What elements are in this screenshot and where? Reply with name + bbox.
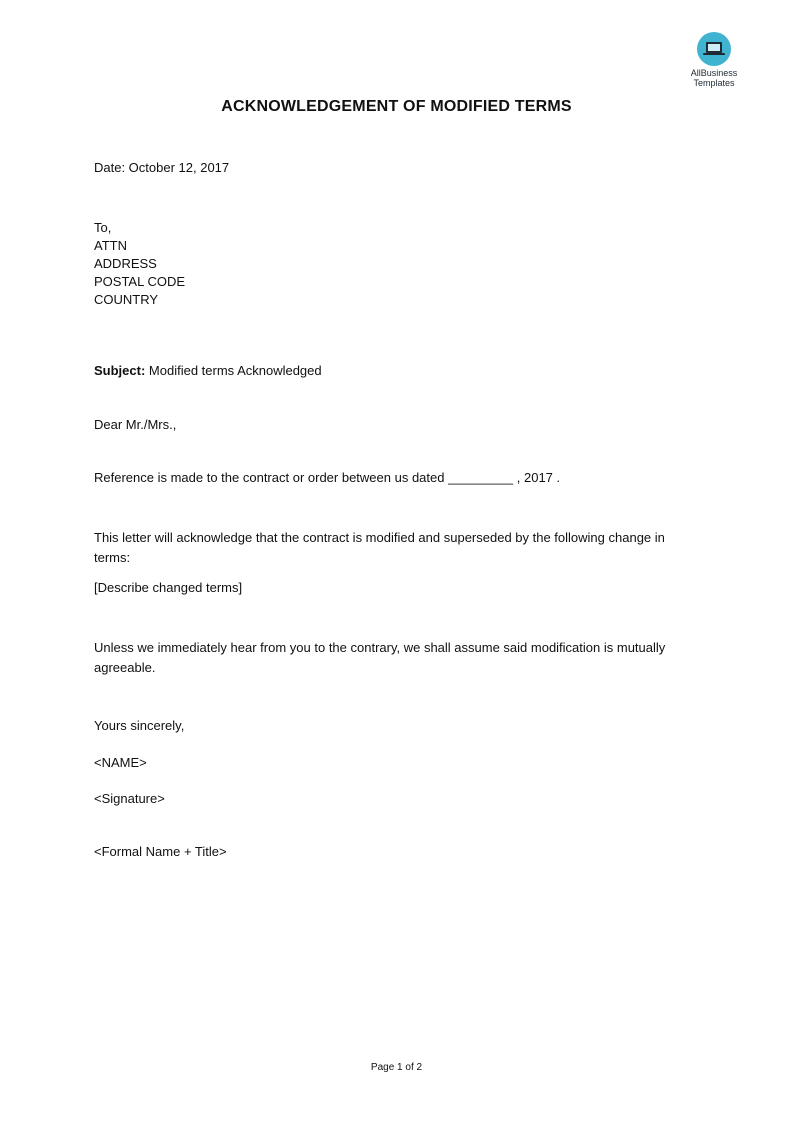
recipient-country: COUNTRY	[94, 292, 159, 307]
acknowledge-paragraph: This letter will acknowledge that the contract is modified and superseded by the following change in terms:	[94, 530, 665, 565]
signature-placeholder: <Signature>	[94, 791, 165, 806]
recipient-address: ADDRESS	[94, 256, 157, 271]
recipient-postal-code: POSTAL CODE	[94, 274, 186, 289]
reference-paragraph: Reference is made to the contract or order between us dated _________ , 2017 .	[94, 470, 561, 485]
page-number: Page 1 of 2	[370, 1062, 423, 1073]
allbusiness-logo	[684, 32, 744, 88]
logo-text-line2: Templates	[693, 78, 735, 88]
unless-paragraph: Unless we immediately hear from you to the contrary, we shall assume said modification is mutually agreeable.	[94, 640, 666, 675]
subject-line	[94, 362, 322, 380]
salutation: Dear Mr./Mrs.,	[94, 417, 177, 432]
formal-name-placeholder: <Formal Name + Title>	[94, 844, 227, 859]
document-title: ACKNOWLEDGEMENT OF MODIFIED TERMS	[221, 98, 572, 115]
subject-text: Modified terms Acknowledged	[148, 363, 322, 378]
laptop-icon	[697, 32, 731, 66]
logo-text-line1: AllBusiness	[690, 68, 738, 78]
recipient-attn: ATTN	[94, 238, 127, 253]
recipient-to: To,	[94, 220, 112, 235]
name-placeholder: <NAME>	[94, 755, 147, 770]
date-line: Date: October 12, 2017	[94, 160, 230, 175]
changed-terms-placeholder: [Describe changed terms]	[94, 580, 243, 595]
subject-label: Subject:	[94, 363, 146, 378]
closing: Yours sincerely,	[94, 718, 185, 733]
